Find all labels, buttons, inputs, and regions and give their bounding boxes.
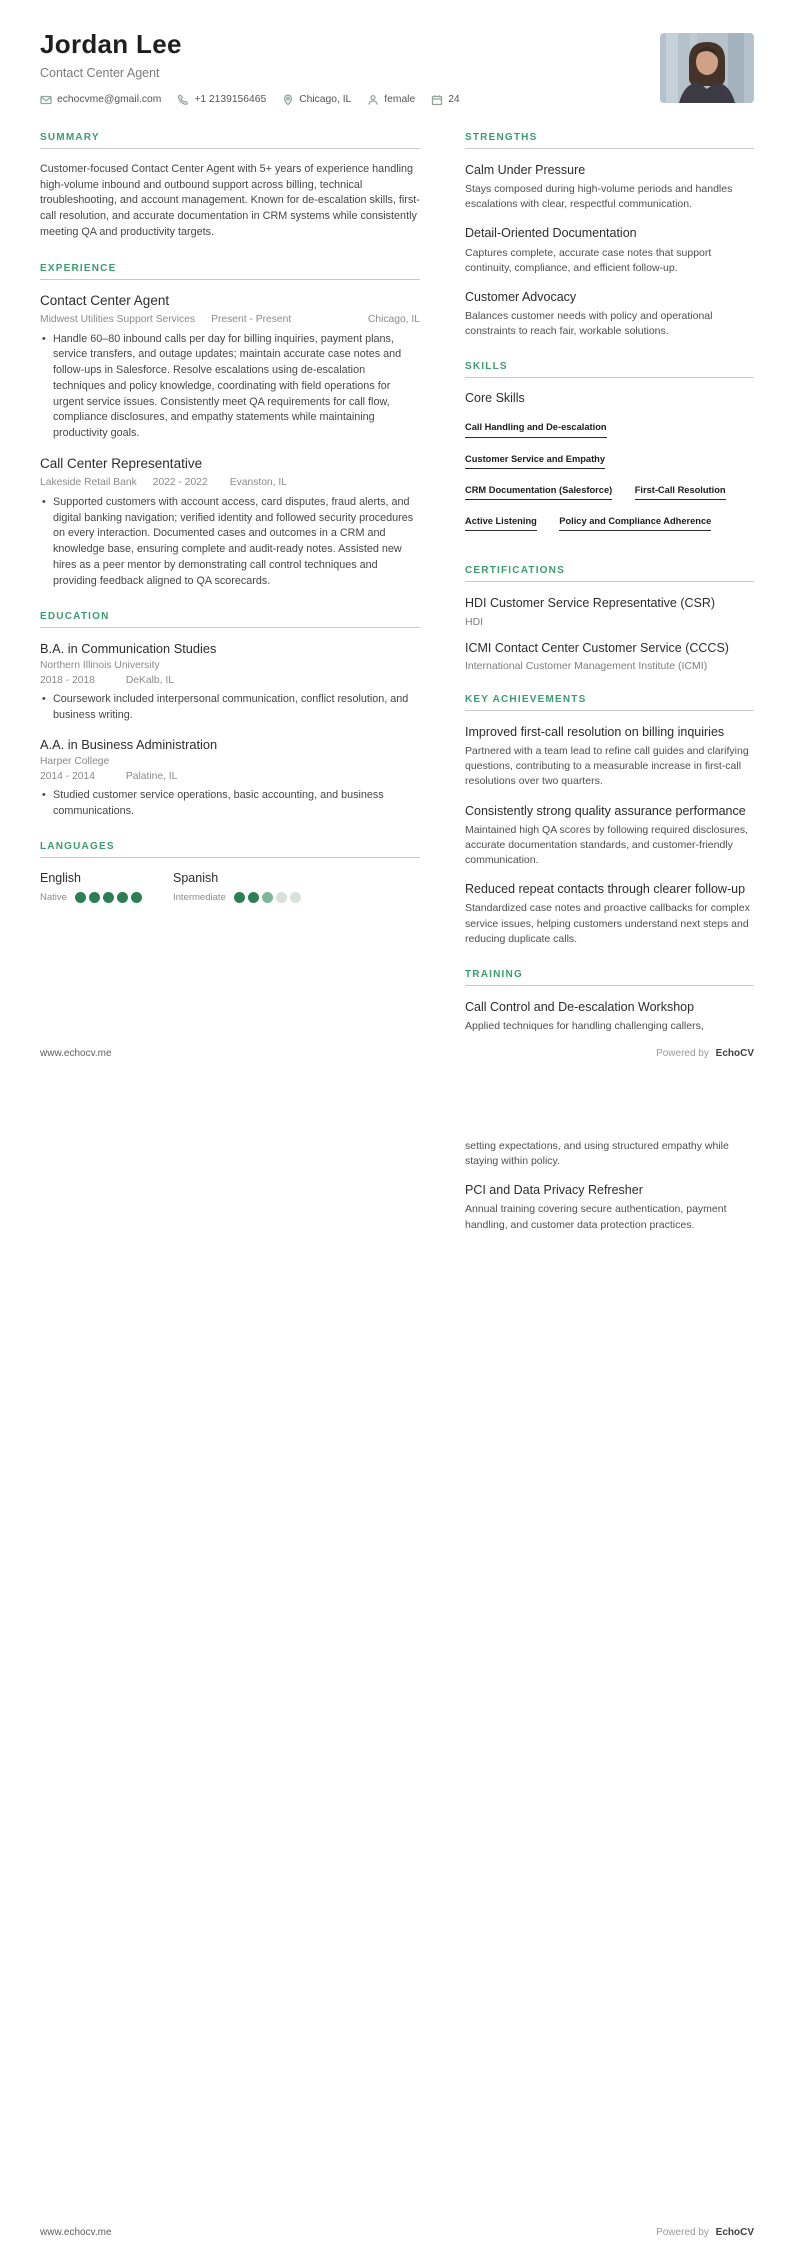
powered-by [656,1048,754,1059]
achievement-item [465,803,754,869]
skills-divider [465,377,754,378]
experience-divider [40,279,420,280]
certification-issuer: International Customer Management Institute (ICMI) [465,659,708,672]
education-item [40,737,420,820]
language-name: Spanish [173,871,219,886]
strength-text: Balances customer needs with policy and operational constraints to reach fair, workable solutions. [465,310,713,338]
proficiency-dot [131,892,142,903]
language-dots [75,892,142,903]
certification-item [465,595,754,627]
strength-title: Calm Under Pressure [465,162,586,177]
skills-group-title: Core Skills [465,391,525,406]
contact-phone [177,94,266,106]
experience-item [40,293,420,442]
powered-by [656,2227,754,2238]
proficiency-dot [234,892,245,903]
language-name: English [40,871,81,886]
resume-page-2 [0,1123,794,2246]
contact-location [282,94,351,106]
column-gap [420,132,465,1056]
achievement-item [465,724,754,790]
education-location: Palatine, IL [125,770,178,782]
achievements-divider [465,710,754,711]
contact-phone-text: +1 2139156465 [194,94,267,106]
language-level-label: Native [40,892,67,904]
job-company: Midwest Utilities Support Services [40,313,196,325]
degree-title: B.A. in Communication Studies [40,641,217,657]
achievement-text: Partnered with a team lead to refine call guides and clarifying questions, contributing to a measurable increase in first-call resolutions over two quarters. [465,745,749,788]
training-item-continued [465,1139,754,1169]
section-strengths [465,132,754,339]
skill-tag: First-Call Resolution [635,486,726,500]
skill-tag: Customer Service and Empathy [465,455,605,469]
strength-title: Customer Advocacy [465,289,577,304]
section-achievements [465,694,754,947]
strengths-divider [465,148,754,149]
education-bullet-list [40,788,420,820]
certification-issuer: HDI [465,615,484,628]
job-bullet: • Supported customers with account access, card disputes, fraud alerts, and digital banking navigation; verified identity and followed security procedures on every interaction. Documented cases and outcomes in a CRM and knowledge base, ensuring complete and audit-ready notes. Assisted new hires as a peer mentor by demonstrating call control techniques and providing feedback aligned to QA scorecards. [40,495,420,590]
training-text-continued: setting expectations, and using structured empathy while staying within policy. [465,1140,729,1168]
location-pin-icon [282,94,294,106]
summary-text: Customer-focused Contact Center Agent with 5+ years of experience handling high-volume inbound and outbound support across billing, technical troubleshooting, and account management. Known for de-escalation skills, first-call resolution, and accurate documentation in CRM systems while consistently meeting QA and productivity targets. [40,162,420,238]
languages-row [40,871,420,903]
contact-gender [367,94,415,106]
education-dates: 2014 - 2014 [40,770,95,782]
job-dates: Present - Present [211,313,292,325]
certification-item [465,640,754,672]
job-bullet-list [40,332,420,442]
certifications-divider [465,581,754,582]
proficiency-dot [262,892,273,903]
languages-heading: LANGUAGES [40,841,115,853]
section-languages [40,841,420,903]
contact-row [40,94,460,106]
strength-text: Stays composed during high-volume periods and handles escalations with clear, respectful communication. [465,183,733,211]
section-experience [40,263,420,590]
brand-name: EchoCV [715,1048,754,1059]
job-title: Call Center Representative [40,455,203,471]
strength-title: Detail-Oriented Documentation [465,226,637,241]
right-column [465,1139,754,1246]
certification-title: ICMI Contact Center Customer Service (CCCS) [465,640,729,655]
strength-item [465,162,754,212]
strengths-heading: STRENGTHS [465,131,538,143]
content-columns [40,132,754,1056]
language-level-label: Intermediate [173,892,226,904]
job-location: Evanston, IL [229,476,287,488]
language-item [40,871,173,903]
education-location: DeKalb, IL [125,675,174,687]
contact-age [431,94,459,106]
education-meta [40,675,420,686]
certification-title: HDI Customer Service Representative (CSR) [465,596,716,611]
proficiency-dot [89,892,100,903]
summary-divider [40,148,420,149]
education-bullet: • Coursework included interpersonal communication, conflict resolution, and business writing. [40,692,420,724]
job-meta [40,477,420,488]
experience-item [40,456,420,590]
left-column [40,1139,420,1246]
section-training [465,969,754,1034]
page-footer [40,1048,754,1059]
section-skills [465,361,754,543]
achievement-title: Improved first-call resolution on billing inquiries [465,724,725,739]
job-title: Contact Center Agent [40,292,170,308]
proficiency-dot [248,892,259,903]
skill-tag: Policy and Compliance Adherence [559,517,711,531]
experience-heading: EXPERIENCE [40,262,117,274]
languages-divider [40,857,420,858]
training-divider [465,985,754,986]
training-item [465,999,754,1034]
calendar-icon [431,94,443,106]
person-icon [367,94,379,106]
job-bullet-list [40,495,420,590]
contact-email-text: echocvme@gmail.com [57,94,162,106]
degree-title: A.A. in Business Administration [40,736,218,752]
powered-by-prefix: Powered by [656,1048,709,1059]
training-heading: TRAINING [465,968,523,980]
proficiency-dot [75,892,86,903]
job-location: Chicago, IL [367,313,420,325]
training-title: Call Control and De-escalation Workshop [465,999,695,1014]
skill-tag: Call Handling and De-escalation [465,423,607,437]
job-dates: 2022 - 2022 [152,476,208,488]
powered-by-prefix: Powered by [656,2227,709,2238]
training-text: Annual training covering secure authentication, payment handling, and customer data protection practices. [465,1203,727,1231]
section-summary [40,132,420,241]
certifications-heading: CERTIFICATIONS [465,565,565,577]
proficiency-dot [290,892,301,903]
candidate-title: Contact Center Agent [40,65,160,80]
school-name: Northern Illinois University [40,660,160,672]
education-heading: EDUCATION [40,611,110,623]
content-columns [40,1139,754,1246]
education-bullet-list [40,692,420,724]
proficiency-dot [276,892,287,903]
education-divider [40,627,420,628]
language-level [173,892,306,903]
training-text: Applied techniques for handling challenging callers, [465,1019,704,1032]
school-name: Harper College [40,755,110,767]
profile-photo [660,33,754,103]
strength-item [465,225,754,275]
brand-name: EchoCV [715,2227,754,2238]
skill-tag: Active Listening [465,517,537,531]
proficiency-dot [117,892,128,903]
resume-header [40,30,754,106]
skill-tag: CRM Documentation (Salesforce) [465,486,612,500]
summary-heading: SUMMARY [40,131,100,143]
skill-tag-list [465,418,754,543]
phone-icon [177,94,189,106]
page-footer [40,2227,754,2238]
site-link[interactable]: www.echocv.me [40,1048,112,1059]
contact-age-text: 24 [448,94,460,106]
proficiency-dot [103,892,114,903]
education-bullet: • Studied customer service operations, basic accounting, and business communications. [40,788,420,820]
skills-heading: SKILLS [465,361,508,373]
contact-gender-text: female [384,94,416,106]
achievement-title: Consistently strong quality assurance performance [465,803,746,818]
language-dots [234,892,301,903]
contact-email [40,94,161,106]
strength-item [465,289,754,339]
achievement-title: Reduced repeat contacts through clearer follow-up [465,882,746,897]
candidate-name: Jordan Lee [40,29,182,59]
training-item [465,1182,754,1232]
language-item [173,871,306,903]
site-link[interactable]: www.echocv.me [40,2227,112,2238]
mail-icon [40,94,52,106]
achievement-item [465,881,754,947]
education-item [40,641,420,724]
header-text-block [40,30,460,106]
right-column [465,132,754,1056]
left-column [40,132,420,1056]
job-meta [40,314,420,325]
language-level [40,892,173,903]
section-education [40,611,420,819]
job-company: Lakeside Retail Bank [40,476,137,488]
column-gap [420,1139,465,1246]
training-title: PCI and Data Privacy Refresher [465,1183,643,1198]
section-certifications [465,565,754,672]
contact-gender-location-text: Chicago, IL [299,94,352,106]
education-meta [40,771,420,782]
strength-text: Captures complete, accurate case notes that support continuity, compliance, and efficient follow-up. [465,246,712,274]
job-bullet: • Handle 60–80 inbound calls per day for billing inquiries, payment plans, service transfers, and outage updates; maintain accurate case notes and follow-ups in Salesforce. Resolve escalations using de-escalation techniques and policy knowledge, coordinating with field operations for urgent service issues. Consistently meet QA requirements for call flow, compliance disclosures, and empathy statements while maintaining productivity goals. [40,332,420,442]
education-dates: 2018 - 2018 [40,675,95,687]
achievements-heading: KEY ACHIEVEMENTS [465,693,587,705]
achievement-text: Standardized case notes and proactive callbacks for complex service issues, helping customers understand next steps and reducing duplicate calls. [465,902,750,945]
achievement-text: Maintained high QA scores by following required disclosures, accurate documentation standards, and customer-friendly communication. [465,823,749,867]
